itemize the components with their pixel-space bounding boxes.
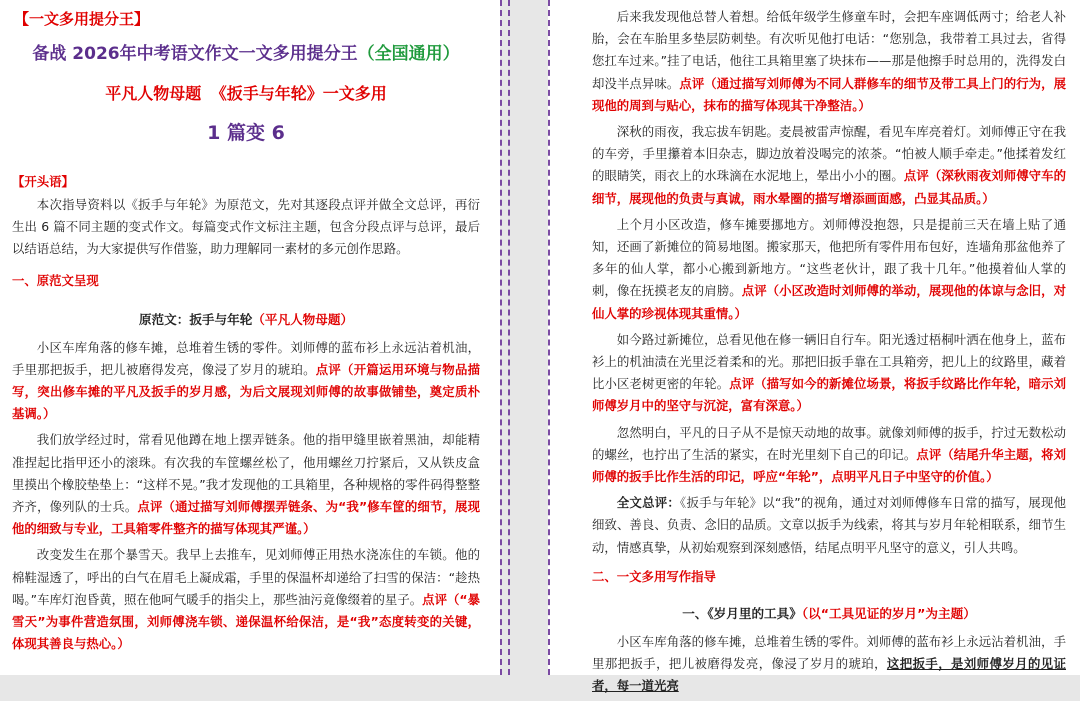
paragraph-text: 上个月小区改造，修车摊要挪地方。刘师傅没抱怨，只是提前三天在墙上贴了通知，还画了新摊位的简易地图。搬家那天，他把所有零件用布包好，连墙角那盆他养了多年的仙人掌，都小心搬到新地方。“这些老伙计，跟了我十几年。”他摸着仙人掌的刺，像在抚摸老友的肩膀。	[592, 216, 1066, 299]
document-title-note: （全国通用）	[357, 44, 460, 64]
essay-title-tag: （平凡人物母题）	[252, 311, 354, 327]
page-gutter	[512, 0, 546, 675]
section-heading-2: 二、一文多用写作指导	[592, 568, 716, 584]
paragraph-comment: 点评（小区改造时刘师傅的举动，展现他的体谅与念旧，对仙人掌的珍视体现其重情。）	[592, 283, 1067, 321]
paragraph-text: 深秋的雨夜，我忘拔车钥匙。麦晨被雷声惊醒，看见车库亮着灯。刘师傅正守在我的车旁，手里攥着本旧杂志，脚边放着没喝完的浓茶。“怕被人顺手牵走。”他揉着发红的眼睛笑，雨衣上的水珠滴在水泥地上，晕出小小的圈。	[592, 124, 1066, 184]
document-subtitle: 平凡人物母题 《扳手与年轮》一文多用	[105, 84, 387, 103]
paragraph-comment: 点评（描写如今的新摊位场景，将扳手纹路比作年轮，暗示刘师傅岁月中的坚守与沉淀，富有深意。）	[592, 376, 1067, 414]
essay-paragraph-4	[592, 6, 1066, 117]
summary-paragraph	[592, 492, 1066, 559]
document-tagline: 1 篇变 6	[207, 122, 285, 144]
essay-paragraph-8	[592, 422, 1066, 489]
page-right-content	[548, 0, 1080, 701]
essay-paragraph-3	[12, 544, 480, 655]
page-border-dashed	[500, 0, 502, 675]
brand-label: 【一文多用提分王】	[14, 10, 150, 28]
page-border-dashed	[548, 0, 550, 675]
paragraph-comment: 点评（深秋雨夜刘师傅守车的细节，展现他的负责与真诚，雨水晕圈的描写增添画面感，凸显其品质。）	[592, 168, 1067, 206]
paragraph-comment: 点评（通过描写刘师傅为不同人群修车的细节及带工具上门的行为，展现他的周到与贴心，抹布的描写体现其干净整洁。）	[592, 75, 1067, 113]
paragraph-text: 我们放学经过时，常看见他蹲在地上摆弄链条。他的指甲缝里嵌着黑油，却能精准捏起比指甲还小的滚珠。有次我的车筐螺丝松了，他用螺丝刀拧紧后，又从铁皮盒里摸出个橡胶垫垫上：“这样不晃。”我才发现他的工具箱里，各种规格的零件码得整整齐齐，像列队的士兵。	[12, 432, 480, 515]
essay-title-text: 原范文：扳手与年轮	[138, 311, 253, 327]
intro-label: 【开头语】	[12, 174, 74, 189]
document-page-left	[0, 0, 500, 675]
variant-paragraph-1	[592, 631, 1066, 698]
summary-text: 《扳手与年轮》以“我”的视角，通过对刘师傅修车日常的描写，展现他细致、善良、负责、念旧的品质。文章以扳手为线索，将其与岁月年轮相联系，细节生动，情感真挚，从初始观察到深刻感悟，结尾点明平凡坚守的意义，引人共鸣。	[592, 495, 1067, 555]
essay-paragraph-7	[592, 329, 1066, 418]
essay-paragraph-6	[592, 214, 1066, 325]
paragraph-comment: 点评（通过描写刘师傅摆弄链条、为“我”修车筐的细节，展现他的细致与专业，工具箱零件整齐的描写体现其严谨。）	[12, 499, 480, 537]
paragraph-text: 后来我发现他总替人着想。给低年级学生修童车时，会把车座调低两寸；给老人补胎，会在车胎里多垫层防刺垫。有次听见他打电话：“您别急，我带着工具过去，省得您扛车过来。”挂了电话，他往工具箱里塞了块抹布——那是他擦手时总用的，洗得发白却没半点异味。	[592, 9, 1066, 91]
paragraph-comment: 点评（开篇运用环境与物品描写，突出修车摊的平凡及扳手的岁月感，为后文展现刘师傅的故事做铺垫，奠定质朴基调。）	[12, 361, 481, 422]
document-page-right	[548, 0, 1080, 694]
page-left-content	[0, 0, 492, 659]
intro-paragraph: 本次指导资料以《扳手与年轮》为原范文，先对其逐段点评并做全文总评，再衍生出 6 篇不同主题的变式作文。每篇变式作文标注主题，包含分段点评与总评，最后以结语总结，为大家提供写作借鉴，助力理解同一素材的多元创作思路。	[12, 197, 480, 257]
variant-title	[592, 603, 1066, 625]
paragraph-comment: 点评（“暴雪天”为事件营造氛围，刘师傅浇车锁、递保温杯给保洁，是“我”态度转变的关键，体现其善良与热心。）	[12, 591, 481, 652]
essay-paragraph-2	[12, 429, 480, 540]
section-heading-1: 一、原范文呈现	[12, 272, 99, 288]
paragraph-text: 忽然明白，平凡的日子从不是惊天动地的故事。就像刘师傅的扳手，拧过无数松动的螺丝，也拧出了生活的紧实，在时光里刻下自己的印记。	[592, 424, 1066, 462]
paragraph-text: 小区车库角落的修车摊，总堆着生锈的零件。刘师傅的蓝布衫上永远沾着机油，手里那把扳手，把儿被磨得发亮，像浸了岁月的琥珀。	[12, 339, 480, 377]
page-border-dashed	[508, 0, 510, 675]
paragraph-text: 如今路过新摊位，总看见他在修一辆旧自行车。阳光透过梧桐叶洒在他身上，蓝布衫上的机油渍在光里泛着柔和的光。那把旧扳手靠在工具箱旁，把儿上的纹路里，藏着比小区老树更密的年轮。	[592, 331, 1066, 392]
paragraph-underline: 这把扳手，是刘师傅岁月的见证者，每一道光亮	[592, 656, 1067, 694]
summary-label: 全文总评：	[616, 495, 680, 511]
document-title	[12, 42, 480, 66]
essay-title	[12, 309, 480, 331]
paragraph-comment: 点评（结尾升华主题，将刘师傅的扳手比作生活的印记，呼应“年轮”，点明平凡日子中坚守的价值。）	[592, 446, 1067, 485]
essay-paragraph-5	[592, 121, 1066, 210]
paragraph-text: 小区车库角落的修车摊，总堆着生锈的零件。刘师傅的蓝布衫上永远沾着机油，手里那把扳手，把儿被磨得发亮，像浸了岁月的琥珀，	[592, 633, 1066, 672]
essay-paragraph-1	[12, 337, 480, 426]
variant-title-text: 一、《岁月里的工具》	[682, 605, 802, 621]
paragraph-text: 改变发生在那个暴雪天。我早上去推车，见刘师傅正用热水浇冻住的车锁。他的棉鞋湿透了，呼出的白气在眉毛上凝成霜，手里的保温杯却递给了扫雪的保洁：“趁热喝。”车库灯泡昏黄，照在他呵气暖手的指尖上，那些油污竟像缀着的星子。	[12, 547, 480, 607]
document-title-main: 备战 2026年中考语文作文一文多用提分王	[32, 44, 358, 64]
variant-title-tag: （以“工具见证的岁月”为主题）	[801, 605, 976, 621]
